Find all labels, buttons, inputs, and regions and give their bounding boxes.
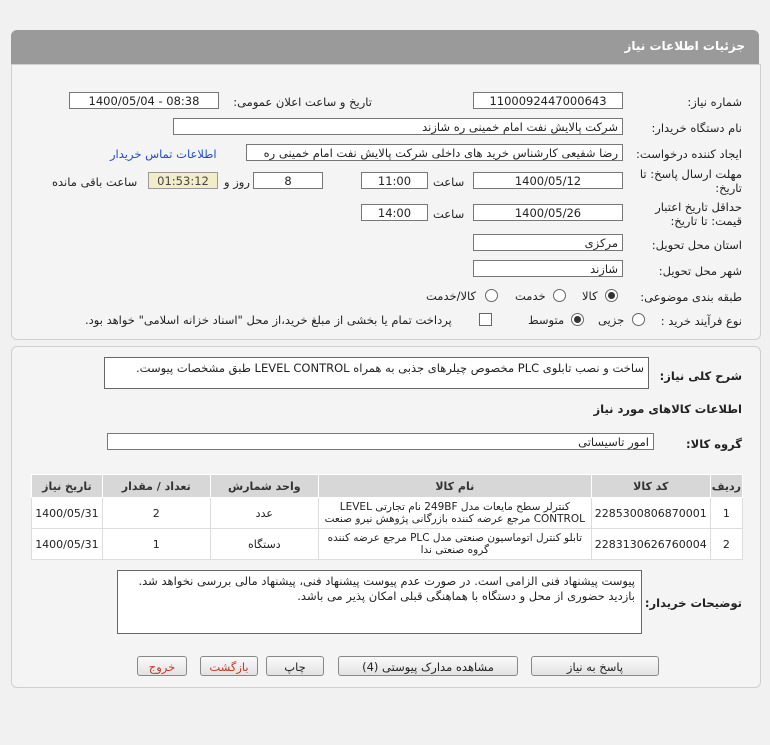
category-label: طبقه بندی موضوعی:: [640, 290, 742, 304]
deadline-label: مهلت ارسال پاسخ: تا: [639, 167, 742, 181]
remaining-label: ساعت باقی مانده: [52, 175, 138, 189]
process-label: نوع فرآیند خرید :: [660, 314, 742, 328]
deadline-label-2: تاریخ:: [715, 181, 742, 195]
validity-label: حداقل تاریخ اعتبار: [655, 200, 742, 214]
row-qty: 1: [102, 529, 210, 560]
category-both-label: کالا/خدمت: [426, 289, 477, 303]
row-qty: 2: [102, 498, 210, 529]
notes-line-1: پیوست پیشنهاد فنی الزامی است. در صورت عدم پیوست پیشنهاد فنی، پیشنهاد مالی بررسی نخواهد شد.: [138, 574, 635, 588]
goods-section-title: اطلاعات کالاهای مورد نیاز: [593, 402, 742, 416]
summary-field: ساخت و نصب تابلوی PLC مخصوص چیلرهای جذبی به همراه LEVEL CONTROL طبق مشخصات پیوست.: [104, 357, 649, 389]
row-code: 2283130626760004: [591, 529, 710, 560]
process-minor-label: جزیی: [598, 313, 625, 327]
category-service-label: خدمت: [515, 289, 546, 303]
treasury-text: پرداخت تمام یا بخشی از مبلغ خرید،از محل "اسناد خزانه اسلامی" خواهد بود.: [85, 313, 452, 327]
row-date: 1400/05/31: [32, 529, 103, 560]
row-unit: عدد: [210, 498, 318, 529]
col-date-header: تاریخ نیاز: [32, 475, 103, 498]
row-name: تابلو کنترل اتوماسیون صنعتی مدل PLC مرجع عرضه کننده گروه صنعتی ندا: [318, 529, 591, 560]
exit-button[interactable]: خروج: [137, 656, 187, 676]
city-label: شهر محل تحویل:: [658, 264, 742, 278]
back-button[interactable]: بازگشت: [200, 656, 258, 676]
row-name: کنترلر سطح مایعات مدل 249BF نام تجارتی LEVEL CONTROL مرجع عرضه کننده بازرگانی پژوهش نیرو صنعت: [318, 498, 591, 529]
reply-button[interactable]: پاسخ به نیاز: [531, 656, 659, 676]
goods-group-label: گروه کالا:: [686, 437, 742, 451]
creator-field: رضا شفیعی کارشناس خرید های داخلی شرکت پالایش نفت امام خمینی ره: [246, 144, 623, 161]
city-field: شازند: [473, 260, 623, 277]
days-label: روز و: [224, 175, 250, 189]
page-header: [11, 30, 759, 64]
buyer-label: نام دستگاه خریدار:: [651, 121, 742, 135]
buyer-field: شرکت پالایش نفت امام خمینی ره شازند: [173, 118, 623, 135]
creator-label: ایجاد کننده درخواست:: [636, 147, 742, 161]
goods-table: [31, 474, 743, 560]
col-index-header: ردیف: [710, 475, 742, 498]
need-number-label: شماره نیاز:: [687, 95, 742, 109]
row-index: 1: [710, 498, 742, 529]
col-unit-header: واحد شمارش: [210, 475, 318, 498]
row-unit: دستگاه: [210, 529, 318, 560]
process-medium-radio[interactable]: [571, 313, 584, 326]
col-code-header: کد کالا: [591, 475, 710, 498]
validity-time-label: ساعت: [433, 207, 465, 221]
validity-label-2: قیمت: تا تاریخ:: [670, 214, 742, 228]
notes-line-2: بازدید حضوری از محل و دستگاه با هماهنگی قبلی امکان پذیر می باشد.: [297, 589, 635, 603]
process-medium-label: متوسط: [528, 313, 565, 327]
deadline-time-label: ساعت: [433, 175, 465, 189]
deadline-time-field: 11:00: [361, 172, 428, 189]
row-code: 2285300806870001: [591, 498, 710, 529]
province-label: استان محل تحویل:: [651, 238, 742, 252]
contact-buyer-link[interactable]: اطلاعات تماس خریدار: [110, 147, 217, 161]
deadline-date-field: 1400/05/12: [473, 172, 623, 189]
goods-group-field: امور تاسیساتی: [107, 433, 654, 450]
days-remaining-field: 8: [253, 172, 323, 189]
table-row: [32, 498, 743, 529]
announce-label: تاریخ و ساعت اعلان عمومی:: [233, 95, 372, 109]
page-title: جزئیات اطلاعات نیاز: [624, 39, 745, 53]
category-goods-label: کالا: [582, 289, 598, 303]
validity-date-field: 1400/05/26: [473, 204, 623, 221]
table-header-row: [32, 475, 743, 498]
summary-label: شرح کلی نیاز:: [659, 369, 742, 383]
notes-label: توضیحات خریدار:: [644, 596, 742, 610]
province-field: مرکزی: [473, 234, 623, 251]
print-button[interactable]: چاپ: [266, 656, 324, 676]
announce-field: 1400/05/04 - 08:38: [69, 92, 219, 109]
col-qty-header: تعداد / مقدار: [102, 475, 210, 498]
process-minor-radio[interactable]: [632, 313, 645, 326]
notes-box: [117, 570, 642, 634]
category-goods-radio[interactable]: [605, 289, 618, 302]
category-service-radio[interactable]: [553, 289, 566, 302]
validity-time-field: 14:00: [361, 204, 428, 221]
need-number-field: 1100092447000643: [473, 92, 623, 109]
treasury-checkbox[interactable]: [479, 313, 492, 326]
table-row: [32, 529, 743, 560]
remaining-time-field: 01:53:12: [148, 172, 218, 189]
row-index: 2: [710, 529, 742, 560]
row-date: 1400/05/31: [32, 498, 103, 529]
col-name-header: نام کالا: [318, 475, 591, 498]
category-both-radio[interactable]: [485, 289, 498, 302]
view-attachments-button[interactable]: مشاهده مدارک پیوستی (4): [338, 656, 518, 676]
